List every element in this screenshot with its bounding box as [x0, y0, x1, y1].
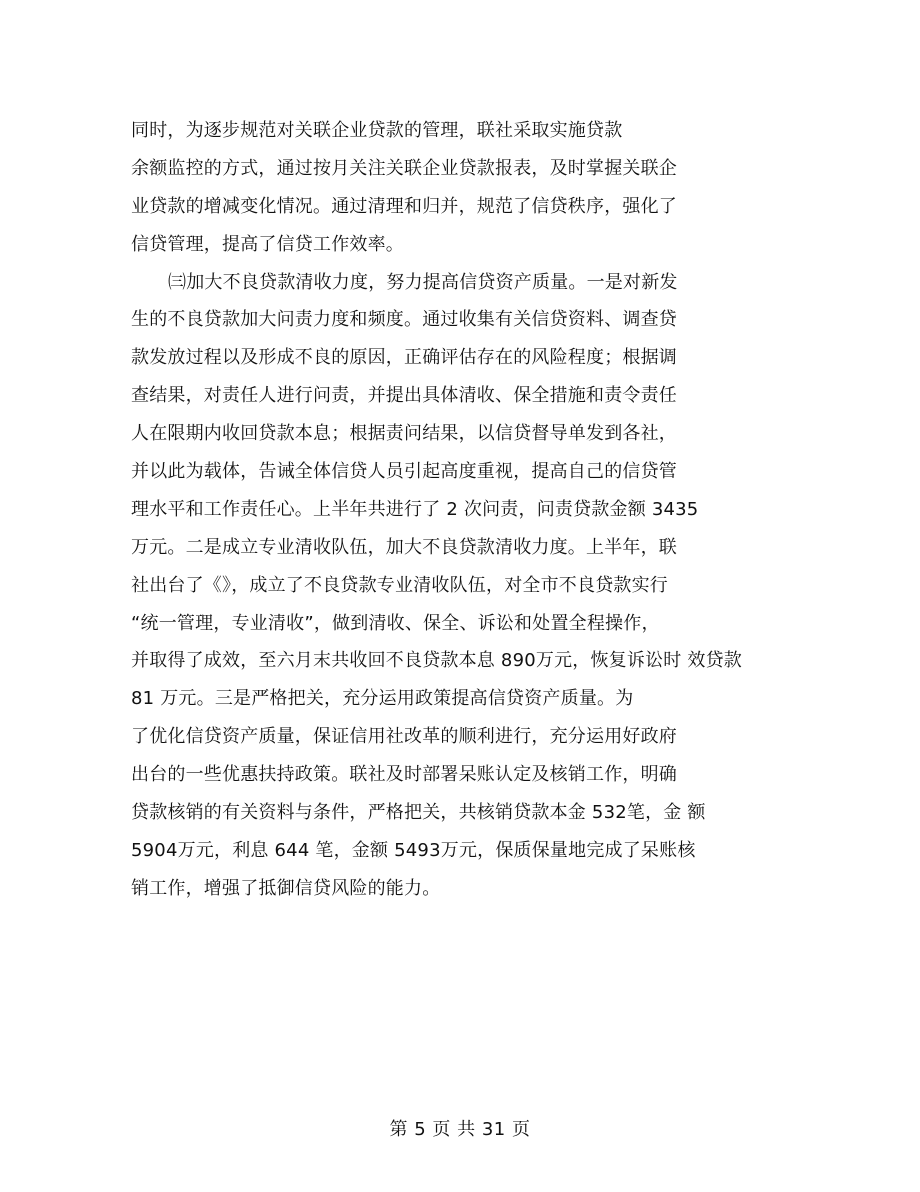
paragraph-start-line: ㈢加大不良贷款清收力度，努力提高信贷资产质量。一是对新发: [168, 271, 678, 293]
text-line: 并以此为载体，告诫全体信贷人员引起高度重视，提高自己的信贷管: [131, 461, 677, 483]
text-line: 社出台了《》，成立了不良贷款专业清收队伍，对全市不良贷款实行: [131, 574, 668, 596]
body-text: [131, 112, 831, 908]
text-line: 信贷管理，提高了信贷工作效率。: [131, 233, 404, 255]
page-number-footer: 第 5 页 共 31 页: [389, 1119, 531, 1140]
text-line: 并取得了成效，至六月末共收回不良贷款本息 890万元，恢复诉讼时 效贷款: [131, 650, 742, 672]
text-line: 款发放过程以及形成不良的原因，正确评估存在的风险程度；根据调: [131, 347, 677, 369]
text-line: 万元。二是成立专业清收队伍，加大不良贷款清收力度。上半年，联: [131, 536, 677, 558]
text-line: 销工作，增强了抵御信贷风险的能力。: [131, 877, 441, 899]
text-line: 理水平和工作责任心。上半年共进行了 2 次问责，问责贷款金额 3435: [131, 498, 699, 520]
text-line: 人在限期内收回贷款本息；根据责问结果，以信贷督导单发到各社，: [131, 423, 677, 445]
text-line: 贷款核销的有关资料与条件，严格把关，共核销贷款本金 532笔，金 额: [131, 802, 706, 824]
text-line: 81 万元。三是严格把关，充分运用政策提高信贷资产质量。为: [131, 688, 634, 710]
text-line: 同时，为逐步规范对关联企业贷款的管理，联社采取实施贷款: [131, 120, 623, 141]
text-line: “统一管理，专业清收”，做到清收、保全、诉讼和处置全程操作，: [131, 612, 660, 634]
text-line: 5904万元，利息 644 笔，金额 5493万元，保质保量地完成了呆账核: [131, 839, 696, 861]
text-line: 查结果，对责任人进行问责，并提出具体清收、保全措施和责令责任: [131, 385, 677, 407]
text-line: 余额监控的方式，通过按月关注关联企业贷款报表，及时掌握关联企: [131, 157, 677, 179]
text-line: 了优化信贷资产质量，保证信用社改革的顺利进行，充分运用好政府: [131, 726, 677, 748]
text-line: 业贷款的增减变化情况。通过清理和归并，规范了信贷秩序，强化了: [131, 195, 677, 217]
text-line: 生的不良贷款加大问责力度和频度。通过收集有关信贷资料、调查贷: [131, 309, 677, 331]
text-line: 出台的一些优惠扶持政策。联社及时部署呆账认定及核销工作，明确: [131, 764, 677, 786]
